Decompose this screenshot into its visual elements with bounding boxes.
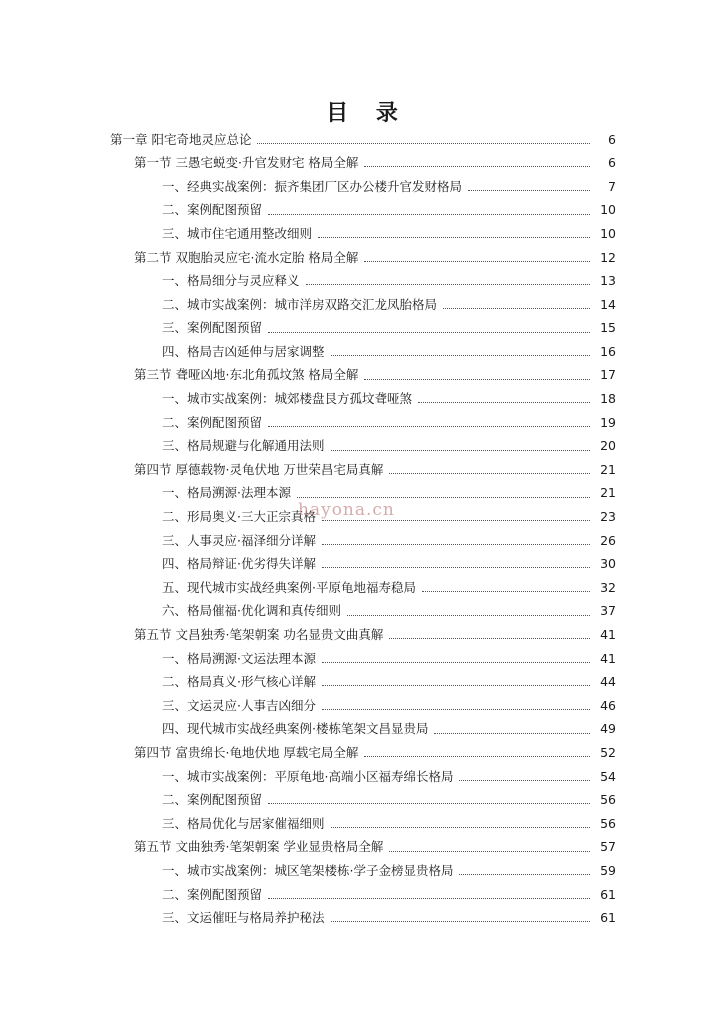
toc-entry-text: 三、格局优化与居家催福细则 xyxy=(162,815,325,831)
toc-page-number: 56 xyxy=(600,792,616,808)
toc-chapter-entry[interactable] xyxy=(0,128,724,152)
toc-page-number: 30 xyxy=(600,556,616,572)
toc-dot-leader xyxy=(268,213,590,215)
toc-dot-leader xyxy=(389,637,590,639)
toc-page-number: 37 xyxy=(600,603,616,619)
toc-entry-text: 二、案例配图预留 xyxy=(162,202,263,218)
toc-entry-text: 一、格局溯源·文运法理本源 xyxy=(162,650,316,666)
toc-subsection-entry[interactable] xyxy=(0,883,724,907)
toc-entry-text: 一、城市实战案例：城区笔架楼栋·学子金榜显贵格局 xyxy=(162,862,454,878)
toc-entry-text: 一、城市实战案例：城郊楼盘艮方孤坟聋哑煞 xyxy=(162,391,413,407)
toc-page-number: 41 xyxy=(600,627,616,643)
toc-subsection-entry[interactable] xyxy=(0,317,724,341)
toc-dot-leader xyxy=(434,732,590,734)
toc-dot-leader xyxy=(268,802,590,804)
toc-dot-leader xyxy=(322,684,590,686)
toc-entry-text: 第二节 双胞胎灵应宅·流水定胎 格局全解 xyxy=(134,249,359,265)
toc-entry-text: 三、文运催旺与格局养护秘法 xyxy=(162,910,325,926)
toc-subsection-entry[interactable] xyxy=(0,812,724,836)
toc-page-number: 61 xyxy=(600,886,616,902)
toc-subsection-entry[interactable] xyxy=(0,388,724,412)
toc-dot-leader xyxy=(318,236,590,238)
toc-title: 目 录 xyxy=(326,101,408,126)
toc-page-number: 32 xyxy=(600,579,616,595)
toc-subsection-entry[interactable] xyxy=(0,694,724,718)
toc-entry-text: 二、案例配图预留 xyxy=(162,792,263,808)
toc-entry-text: 一、城市实战案例：平原龟地·高端小区福寿绵长格局 xyxy=(162,768,454,784)
toc-dot-leader xyxy=(322,708,590,710)
toc-dot-leader xyxy=(364,378,590,380)
toc-dot-leader xyxy=(268,331,590,333)
toc-section-entry[interactable] xyxy=(0,458,724,482)
toc-entry-text: 二、形局奥义·三大正宗真格 xyxy=(162,509,316,525)
toc-page-number: 6 xyxy=(608,155,616,171)
toc-page-number: 21 xyxy=(600,485,616,501)
toc-subsection-entry[interactable] xyxy=(0,859,724,883)
toc-subsection-entry[interactable] xyxy=(0,411,724,435)
toc-page-number: 21 xyxy=(600,461,616,477)
toc-subsection-entry[interactable] xyxy=(0,222,724,246)
toc-section-entry[interactable] xyxy=(0,364,724,388)
toc-dot-leader xyxy=(389,850,590,852)
toc-subsection-entry[interactable] xyxy=(0,576,724,600)
toc-entry-text: 三、文运灵应·人事吉凶细分 xyxy=(162,697,316,713)
toc-page-number: 20 xyxy=(600,438,616,454)
toc-dot-leader xyxy=(268,897,590,899)
toc-entry-text: 三、案例配图预留 xyxy=(162,320,263,336)
toc-page-number: 15 xyxy=(600,320,616,336)
toc-entry-text: 第四节 厚德载物·灵龟伏地 万世荣昌宅局真解 xyxy=(134,461,384,477)
toc-page-number: 52 xyxy=(600,744,616,760)
toc-subsection-entry[interactable] xyxy=(0,671,724,695)
toc-subsection-entry[interactable] xyxy=(0,553,724,577)
toc-page-number: 23 xyxy=(600,509,616,525)
toc-subsection-entry[interactable] xyxy=(0,907,724,931)
toc-page-number: 10 xyxy=(600,202,616,218)
toc-entry-text: 三、格局规避与化解通用法则 xyxy=(162,438,325,454)
toc-subsection-entry[interactable] xyxy=(0,435,724,459)
toc-dot-leader xyxy=(364,755,590,757)
toc-dot-leader xyxy=(468,189,590,191)
toc-subsection-entry[interactable] xyxy=(0,789,724,813)
toc-dot-leader xyxy=(306,283,590,285)
toc-section-entry[interactable] xyxy=(0,741,724,765)
toc-entry-text: 第五节 文昌独秀·笔架朝案 功名显贵文曲真解 xyxy=(134,627,384,643)
toc-entry-text: 三、城市住宅通用整改细则 xyxy=(162,225,313,241)
toc-dot-leader xyxy=(257,142,590,144)
toc-entry-text: 三、人事灵应·福泽细分详解 xyxy=(162,532,316,548)
toc-section-entry[interactable] xyxy=(0,246,724,270)
toc-entry-text: 四、格局吉凶延伸与居家调整 xyxy=(162,343,325,359)
toc-dot-leader xyxy=(459,779,590,781)
toc-subsection-entry[interactable] xyxy=(0,270,724,294)
toc-dot-leader xyxy=(322,661,590,663)
toc-subsection-entry[interactable] xyxy=(0,718,724,742)
toc-entry-text: 第四节 富贵绵长·龟地伏地 厚载宅局全解 xyxy=(134,744,359,760)
toc-entry-text: 一、格局溯源·法理本源 xyxy=(162,485,291,501)
toc-page-number: 44 xyxy=(600,674,616,690)
toc-dot-leader xyxy=(418,401,590,403)
toc-section-entry[interactable] xyxy=(0,836,724,860)
toc-subsection-entry[interactable] xyxy=(0,765,724,789)
toc-entry-text: 第一章 阳宅奇地灵应总论 xyxy=(110,131,252,147)
toc-entry-text: 四、现代城市实战经典案例·楼栋笔架文昌显贵局 xyxy=(162,721,429,737)
toc-dot-leader xyxy=(331,920,590,922)
toc-page-number: 57 xyxy=(600,839,616,855)
toc-dot-leader xyxy=(322,543,590,545)
toc-dot-leader xyxy=(422,590,590,592)
toc-dot-leader xyxy=(331,354,590,356)
toc-page-number: 14 xyxy=(600,296,616,312)
toc-page-number: 26 xyxy=(600,532,616,548)
toc-entry-text: 五、现代城市实战经典案例·平原龟地福寿稳局 xyxy=(162,579,416,595)
toc-dot-leader xyxy=(268,425,590,427)
toc-entry-text: 第五节 文曲独秀·笔架朝案 学业显贵格局全解 xyxy=(134,839,384,855)
toc-subsection-entry[interactable] xyxy=(0,175,724,199)
toc-entry-text: 六、格局催福·优化调和真传细则 xyxy=(162,603,341,619)
toc-section-entry[interactable] xyxy=(0,152,724,176)
toc-entry-text: 二、城市实战案例：城市洋房双路交汇龙凤胎格局 xyxy=(162,296,438,312)
toc-entry-text: 二、案例配图预留 xyxy=(162,414,263,430)
toc-page-number: 7 xyxy=(608,178,616,194)
toc-page-number: 49 xyxy=(600,721,616,737)
toc-dot-leader xyxy=(364,165,590,167)
toc-entry-text: 一、经典实战案例：振齐集团厂区办公楼升官发财格局 xyxy=(162,178,463,194)
toc-page-number: 13 xyxy=(600,273,616,289)
toc-page-number: 19 xyxy=(600,414,616,430)
toc-dot-leader xyxy=(459,873,590,875)
toc-subsection-entry[interactable] xyxy=(0,600,724,624)
toc-section-entry[interactable] xyxy=(0,623,724,647)
toc-dot-leader xyxy=(322,566,590,568)
toc-page-number: 12 xyxy=(600,249,616,265)
toc-subsection-entry[interactable] xyxy=(0,293,724,317)
toc-entry-text: 第三节 聋哑凶地·东北角孤坟煞 格局全解 xyxy=(134,367,359,383)
toc-dot-leader xyxy=(331,449,590,451)
toc-list xyxy=(0,128,724,930)
toc-page-number: 18 xyxy=(600,391,616,407)
toc-page-number: 10 xyxy=(600,225,616,241)
toc-subsection-entry[interactable] xyxy=(0,340,724,364)
toc-subsection-entry[interactable] xyxy=(0,529,724,553)
toc-dot-leader xyxy=(297,496,590,498)
toc-page-number: 54 xyxy=(600,768,616,784)
toc-page-number: 61 xyxy=(600,910,616,926)
toc-entry-text: 二、案例配图预留 xyxy=(162,886,263,902)
toc-page-number: 59 xyxy=(600,862,616,878)
toc-dot-leader xyxy=(364,260,590,262)
toc-page-number: 17 xyxy=(600,367,616,383)
toc-page-number: 16 xyxy=(600,343,616,359)
toc-dot-leader xyxy=(347,614,590,616)
toc-entry-text: 第一节 三愚宅蜕变·升官发财宅 格局全解 xyxy=(134,155,359,171)
watermark-text: hayona.cn xyxy=(298,500,395,520)
toc-dot-leader xyxy=(331,826,590,828)
toc-page-number: 6 xyxy=(608,131,616,147)
toc-dot-leader xyxy=(389,472,590,474)
toc-page-number: 41 xyxy=(600,650,616,666)
toc-entry-text: 一、格局细分与灵应释义 xyxy=(162,273,300,289)
toc-page-number: 46 xyxy=(600,697,616,713)
toc-entry-text: 二、格局真义·形气核心详解 xyxy=(162,674,316,690)
toc-subsection-entry[interactable] xyxy=(0,199,724,223)
toc-entry-text: 四、格局辩证·优劣得失详解 xyxy=(162,556,316,572)
toc-subsection-entry[interactable] xyxy=(0,647,724,671)
toc-dot-leader xyxy=(443,307,590,309)
toc-page-number: 56 xyxy=(600,815,616,831)
